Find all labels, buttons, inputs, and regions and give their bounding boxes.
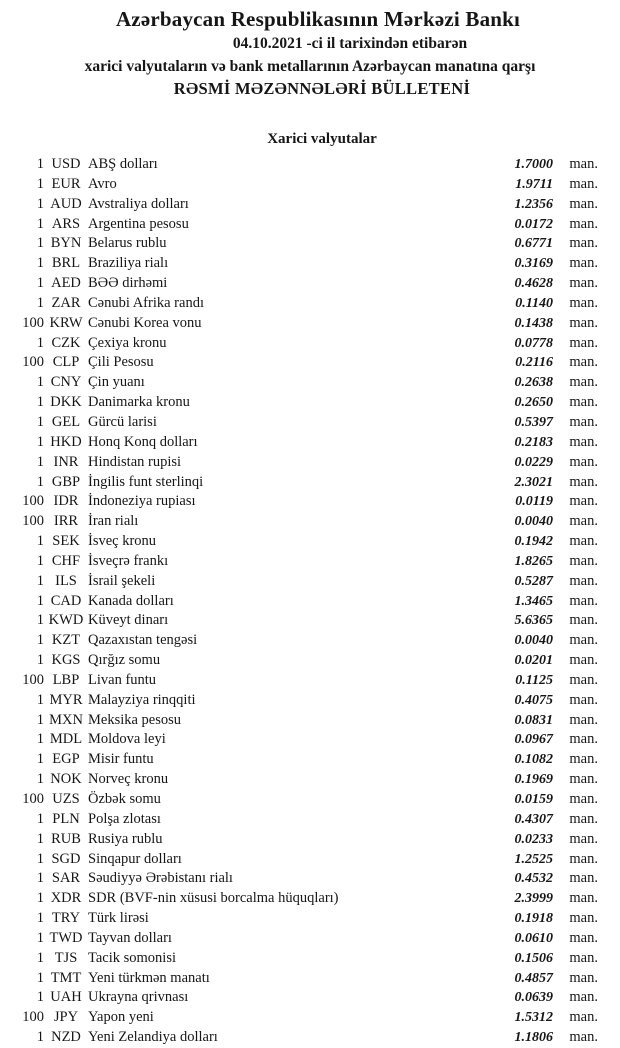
rate-row xyxy=(0,810,620,830)
currency-name: Belarus rublu xyxy=(88,235,167,252)
currency-name: İngilis funt sterlinqi xyxy=(88,473,204,490)
currency-name: Malayziya rinqqiti xyxy=(88,691,196,708)
currency-quantity: 1 xyxy=(36,572,44,589)
currency-name: Polşa zlotası xyxy=(88,810,161,827)
currency-quantity: 100 xyxy=(22,493,44,510)
rate-row xyxy=(0,274,620,294)
currency-code: MYR xyxy=(49,691,83,708)
currency-name: Moldova leyi xyxy=(88,731,166,748)
currency-code: NZD xyxy=(51,1029,81,1046)
currency-quantity: 1 xyxy=(36,910,44,927)
rate-value: 0.0172 xyxy=(514,216,553,232)
effective-date-line: 04.10.2021 -ci il tarixindən etibarən xyxy=(232,35,468,52)
rate-unit: man. xyxy=(569,731,598,748)
currency-code: LBP xyxy=(52,671,80,688)
currency-code: SGD xyxy=(51,850,81,867)
currency-name: İndoneziya rupiası xyxy=(88,493,196,510)
rate-unit: man. xyxy=(569,552,598,569)
rate-unit: man. xyxy=(569,215,598,232)
currency-name: Sinqapur dolları xyxy=(88,850,182,867)
currency-code: KZT xyxy=(51,632,81,649)
rate-unit: man. xyxy=(569,255,598,272)
currency-quantity: 1 xyxy=(36,394,44,411)
currency-code: SAR xyxy=(51,870,81,887)
rate-row xyxy=(0,671,620,691)
currency-code: TJS xyxy=(54,949,78,966)
rate-unit: man. xyxy=(569,513,598,530)
currency-name: Rusiya rublu xyxy=(88,830,163,847)
rate-row xyxy=(0,830,620,850)
rate-row xyxy=(0,373,620,393)
currency-quantity: 1 xyxy=(36,771,44,788)
currency-code: BYN xyxy=(50,235,82,252)
rate-unit: man. xyxy=(569,652,598,669)
rate-unit: man. xyxy=(569,910,598,927)
currency-code: TRY xyxy=(51,910,81,927)
rate-row xyxy=(0,552,620,572)
currency-code: KGS xyxy=(51,652,81,669)
currency-quantity: 1 xyxy=(36,691,44,708)
currency-name: Kanada dolları xyxy=(88,592,174,609)
currency-quantity: 1 xyxy=(36,533,44,550)
currency-name: Argentina pesosu xyxy=(88,215,189,232)
rate-value: 1.9711 xyxy=(515,176,553,192)
rate-row xyxy=(0,512,620,532)
currency-name: İsveç kronu xyxy=(88,533,157,550)
currency-quantity: 100 xyxy=(22,671,44,688)
rate-unit: man. xyxy=(569,791,598,807)
rate-unit: man. xyxy=(569,751,598,768)
currency-quantity: 1 xyxy=(36,751,44,768)
rate-row xyxy=(0,691,620,711)
currency-name: Braziliya rialı xyxy=(88,255,169,272)
rate-unit: man. xyxy=(569,413,598,430)
currency-name: Qırğız somu xyxy=(88,652,161,669)
rate-value: 0.4628 xyxy=(514,276,553,292)
rate-row xyxy=(0,711,620,731)
currency-quantity: 1 xyxy=(36,275,44,292)
currency-quantity: 1 xyxy=(36,592,44,609)
rate-value: 0.1942 xyxy=(514,534,553,550)
currency-name: Cənubi Korea vonu xyxy=(88,314,202,331)
rate-row xyxy=(0,850,620,870)
currency-quantity: 1 xyxy=(36,850,44,867)
rate-value: 0.1918 xyxy=(514,911,553,927)
rate-value: 0.0610 xyxy=(514,930,553,946)
currency-code: PLN xyxy=(52,810,80,827)
section-title-foreign-currencies: Xarici valyutalar xyxy=(267,131,377,147)
currency-code: CLP xyxy=(52,354,80,371)
currency-name: Livan funtu xyxy=(88,671,157,688)
currency-code: UAH xyxy=(50,989,82,1006)
rate-unit: man. xyxy=(569,671,598,688)
rate-row xyxy=(0,532,620,552)
rate-row xyxy=(0,988,620,1008)
currency-quantity: 1 xyxy=(36,1029,44,1046)
rate-value: 0.0119 xyxy=(515,494,553,510)
rate-row xyxy=(0,215,620,235)
currency-name: İran rialı xyxy=(88,513,139,530)
currency-code: ILS xyxy=(55,572,77,589)
rate-value: 0.2183 xyxy=(514,434,553,450)
currency-quantity: 100 xyxy=(22,314,44,331)
currency-code: CNY xyxy=(50,374,82,391)
currency-code: KRW xyxy=(49,314,83,331)
currency-code: HKD xyxy=(50,433,82,450)
rate-value: 1.8265 xyxy=(514,553,553,569)
currency-code: GEL xyxy=(51,413,81,430)
rate-value: 5.6365 xyxy=(514,613,553,629)
currency-quantity: 1 xyxy=(36,552,44,569)
currency-code: SEK xyxy=(52,533,80,550)
rate-row xyxy=(0,750,620,770)
currency-code: CHF xyxy=(51,552,81,569)
currency-quantity: 100 xyxy=(22,513,44,530)
rate-value: 0.1140 xyxy=(515,295,553,311)
currency-name: Avro xyxy=(88,175,117,192)
rate-unit: man. xyxy=(569,1029,598,1046)
rate-row xyxy=(0,413,620,433)
currency-name: Ukrayna qrivnası xyxy=(88,989,189,1006)
rate-unit: man. xyxy=(569,830,598,847)
rate-value: 2.3021 xyxy=(514,474,553,490)
rate-row xyxy=(0,929,620,949)
rate-row xyxy=(0,592,620,612)
rate-unit: man. xyxy=(569,195,598,212)
currency-code: ARS xyxy=(51,215,81,232)
subtitle-line: xarici valyutaların və bank metallarının Azərbaycan manatına qarşı xyxy=(84,58,536,75)
rate-row xyxy=(0,254,620,274)
currency-quantity: 100 xyxy=(22,791,44,807)
currency-quantity: 1 xyxy=(36,156,44,172)
rate-unit: man. xyxy=(569,175,598,192)
currency-name: ABŞ dolları xyxy=(88,156,158,172)
rate-value: 0.1506 xyxy=(514,950,553,966)
currency-quantity: 1 xyxy=(36,969,44,986)
rate-unit: man. xyxy=(569,989,598,1006)
rate-row xyxy=(0,572,620,592)
rate-row xyxy=(0,294,620,314)
rate-value: 0.0967 xyxy=(514,732,553,748)
currency-code: CAD xyxy=(50,592,82,609)
rate-value: 0.2116 xyxy=(515,355,553,371)
currency-quantity: 1 xyxy=(36,890,44,907)
currency-quantity: 100 xyxy=(22,354,44,371)
rate-value: 0.1969 xyxy=(514,772,553,788)
currency-code: MXN xyxy=(49,711,83,728)
currency-name: Danimarka kronu xyxy=(88,394,190,411)
rate-row xyxy=(0,433,620,453)
rate-value: 0.3169 xyxy=(514,256,553,272)
rate-unit: man. xyxy=(569,453,598,470)
currency-quantity: 1 xyxy=(36,612,44,629)
bulletin-header xyxy=(0,0,620,99)
rate-unit: man. xyxy=(569,612,598,629)
currency-name: Küveyt dinarı xyxy=(88,612,169,629)
rate-unit: man. xyxy=(569,275,598,292)
currency-name: Yapon yeni xyxy=(88,1009,154,1026)
rate-unit: man. xyxy=(569,294,598,311)
rate-unit: man. xyxy=(569,771,598,788)
currency-name: Hindistan rupisi xyxy=(88,453,182,470)
rate-value: 0.4307 xyxy=(514,811,553,827)
currency-quantity: 100 xyxy=(22,1009,44,1026)
rate-value: 1.3465 xyxy=(514,593,553,609)
currency-code: EGP xyxy=(52,751,80,768)
currency-quantity: 1 xyxy=(36,711,44,728)
currency-quantity: 1 xyxy=(36,453,44,470)
currency-quantity: 1 xyxy=(36,949,44,966)
currency-name: Honq Konq dolları xyxy=(88,433,198,450)
rate-row xyxy=(0,949,620,969)
currency-quantity: 1 xyxy=(36,989,44,1006)
rate-unit: man. xyxy=(569,870,598,887)
rate-value: 1.2525 xyxy=(514,851,553,867)
currency-quantity: 1 xyxy=(36,731,44,748)
rate-unit: man. xyxy=(569,969,598,986)
currency-quantity: 1 xyxy=(36,870,44,887)
currency-name: İsveçrə frankı xyxy=(88,552,169,569)
currency-code: RUB xyxy=(51,830,81,847)
rate-value: 0.4075 xyxy=(514,692,553,708)
currency-quantity: 1 xyxy=(36,175,44,192)
rate-value: 0.4532 xyxy=(514,871,553,887)
currency-name: Gürcü larisi xyxy=(88,413,157,430)
currency-code: MDL xyxy=(49,731,83,748)
currency-quantity: 1 xyxy=(36,652,44,669)
rate-value: 1.2356 xyxy=(514,196,553,212)
currency-name: Səudiyyə Ərəbistanı rialı xyxy=(88,870,233,887)
currency-name: Türk lirəsi xyxy=(88,910,149,927)
rate-value: 0.0040 xyxy=(514,633,553,649)
rate-value: 0.2650 xyxy=(514,395,553,411)
rate-row xyxy=(0,195,620,215)
rate-value: 0.0201 xyxy=(514,653,553,669)
currency-name: Çili Pesosu xyxy=(88,354,154,371)
rate-value: 0.5287 xyxy=(514,573,553,589)
currency-quantity: 1 xyxy=(36,433,44,450)
rate-unit: man. xyxy=(569,850,598,867)
rate-row xyxy=(0,790,620,810)
rate-row xyxy=(0,453,620,473)
rate-row xyxy=(0,611,620,631)
rate-value: 0.0229 xyxy=(514,454,553,470)
rate-row xyxy=(0,393,620,413)
rate-row xyxy=(0,155,620,175)
rate-row xyxy=(0,175,620,195)
rate-unit: man. xyxy=(569,949,598,966)
rate-row xyxy=(0,651,620,671)
rate-value: 1.7000 xyxy=(514,157,553,172)
rate-unit: man. xyxy=(569,572,598,589)
rates-table xyxy=(0,155,620,1048)
currency-quantity: 1 xyxy=(36,413,44,430)
rate-value: 0.2638 xyxy=(514,375,553,391)
currency-quantity: 1 xyxy=(36,195,44,212)
currency-code: KWD xyxy=(48,612,84,629)
currency-quantity: 1 xyxy=(36,294,44,311)
rate-unit: man. xyxy=(569,810,598,827)
rate-unit: man. xyxy=(569,890,598,907)
currency-name: İsrail şekeli xyxy=(88,572,156,589)
currency-code: GBP xyxy=(51,473,81,490)
currency-code: IDR xyxy=(53,493,79,510)
currency-name: Yeni Zelandiya dolları xyxy=(88,1029,218,1046)
currency-name: BƏƏ dirhəmi xyxy=(88,275,168,292)
currency-code: XDR xyxy=(50,890,82,907)
currency-quantity: 1 xyxy=(36,929,44,946)
rate-value: 0.0639 xyxy=(514,990,553,1006)
currency-name: Yeni türkmən manatı xyxy=(88,969,210,986)
currency-name: SDR (BVF-nin xüsusi borcalma hüquqları) xyxy=(88,890,339,907)
rate-unit: man. xyxy=(569,354,598,371)
currency-name: Avstraliya dolları xyxy=(88,195,189,212)
currency-name: Cənubi Afrika randı xyxy=(88,294,204,311)
rate-value: 0.0159 xyxy=(514,792,553,807)
rate-row xyxy=(0,492,620,512)
currency-code: NOK xyxy=(50,771,82,788)
rate-value: 0.1125 xyxy=(515,672,553,688)
currency-code: IRR xyxy=(53,513,79,530)
currency-quantity: 1 xyxy=(36,830,44,847)
rate-value: 0.1082 xyxy=(514,752,553,768)
currency-code: TMT xyxy=(50,969,82,986)
rate-value: 0.0831 xyxy=(514,712,553,728)
currency-name: Qazaxıstan tengəsi xyxy=(88,632,198,649)
rate-unit: man. xyxy=(569,691,598,708)
currency-code: AUD xyxy=(50,195,82,212)
rate-unit: man. xyxy=(569,394,598,411)
currency-quantity: 1 xyxy=(36,473,44,490)
rate-unit: man. xyxy=(569,1009,598,1026)
rate-unit: man. xyxy=(569,929,598,946)
currency-code: JPY xyxy=(53,1009,79,1026)
currency-name: Tacik somonisi xyxy=(88,949,176,966)
rate-unit: man. xyxy=(569,711,598,728)
currency-name: Özbək somu xyxy=(88,791,161,807)
rate-unit: man. xyxy=(569,235,598,252)
currency-name: Çin yuanı xyxy=(88,374,145,391)
rate-row xyxy=(0,909,620,929)
rate-unit: man. xyxy=(569,374,598,391)
currency-name: Norveç kronu xyxy=(88,771,169,788)
currency-quantity: 1 xyxy=(36,632,44,649)
rate-row xyxy=(0,473,620,493)
rate-value: 0.4857 xyxy=(514,970,553,986)
rate-value: 0.1438 xyxy=(514,315,553,331)
rate-unit: man. xyxy=(569,314,598,331)
rate-row xyxy=(0,730,620,750)
rate-value: 0.6771 xyxy=(514,236,553,252)
rate-value: 0.5397 xyxy=(514,414,553,430)
currency-name: Çexiya kronu xyxy=(88,334,167,351)
currency-name: Misir funtu xyxy=(88,751,154,768)
rate-unit: man. xyxy=(569,592,598,609)
currency-quantity: 1 xyxy=(36,334,44,351)
rate-row xyxy=(0,969,620,989)
currency-name: Tayvan dolları xyxy=(88,929,172,946)
rate-row xyxy=(0,770,620,790)
currency-code: INR xyxy=(53,453,79,470)
rate-unit: man. xyxy=(569,334,598,351)
rate-value: 0.0040 xyxy=(514,514,553,530)
currency-code: ZAR xyxy=(51,294,81,311)
rate-row xyxy=(0,314,620,334)
rate-value: 2.3999 xyxy=(514,891,553,907)
currency-quantity: 1 xyxy=(36,255,44,272)
rate-row xyxy=(0,631,620,651)
rate-unit: man. xyxy=(569,632,598,649)
rate-row xyxy=(0,334,620,354)
rate-row xyxy=(0,869,620,889)
bank-title: Azərbaycan Respublikasının Mərkəzi Bankı xyxy=(115,7,521,31)
currency-name: Meksika pesosu xyxy=(88,711,182,728)
rate-value: 1.1806 xyxy=(514,1030,553,1046)
rate-unit: man. xyxy=(569,156,598,172)
currency-code: AED xyxy=(51,275,81,292)
rate-unit: man. xyxy=(569,473,598,490)
rate-value: 0.0233 xyxy=(514,831,553,847)
currency-code: UZS xyxy=(52,791,80,807)
currency-code: CZK xyxy=(51,334,81,351)
rate-row xyxy=(0,1028,620,1048)
rate-value: 1.5312 xyxy=(514,1010,553,1026)
rate-row xyxy=(0,889,620,909)
currency-code: BRL xyxy=(51,255,81,272)
rate-row xyxy=(0,353,620,373)
currency-quantity: 1 xyxy=(36,235,44,252)
rate-row xyxy=(0,234,620,254)
rate-unit: man. xyxy=(569,533,598,550)
rate-unit: man. xyxy=(569,433,598,450)
currency-quantity: 1 xyxy=(36,810,44,827)
currency-code: DKK xyxy=(50,394,82,411)
currency-quantity: 1 xyxy=(36,374,44,391)
currency-quantity: 1 xyxy=(36,215,44,232)
rate-row xyxy=(0,1008,620,1028)
rate-unit: man. xyxy=(569,493,598,510)
currency-code: TWD xyxy=(49,929,83,946)
bulletin-title: RƏSMİ MƏZƏNNƏLƏRİ BÜLLETENİ xyxy=(173,79,471,98)
currency-code: EUR xyxy=(51,175,81,192)
rate-value: 0.0778 xyxy=(514,335,553,351)
currency-code: USD xyxy=(51,156,81,172)
